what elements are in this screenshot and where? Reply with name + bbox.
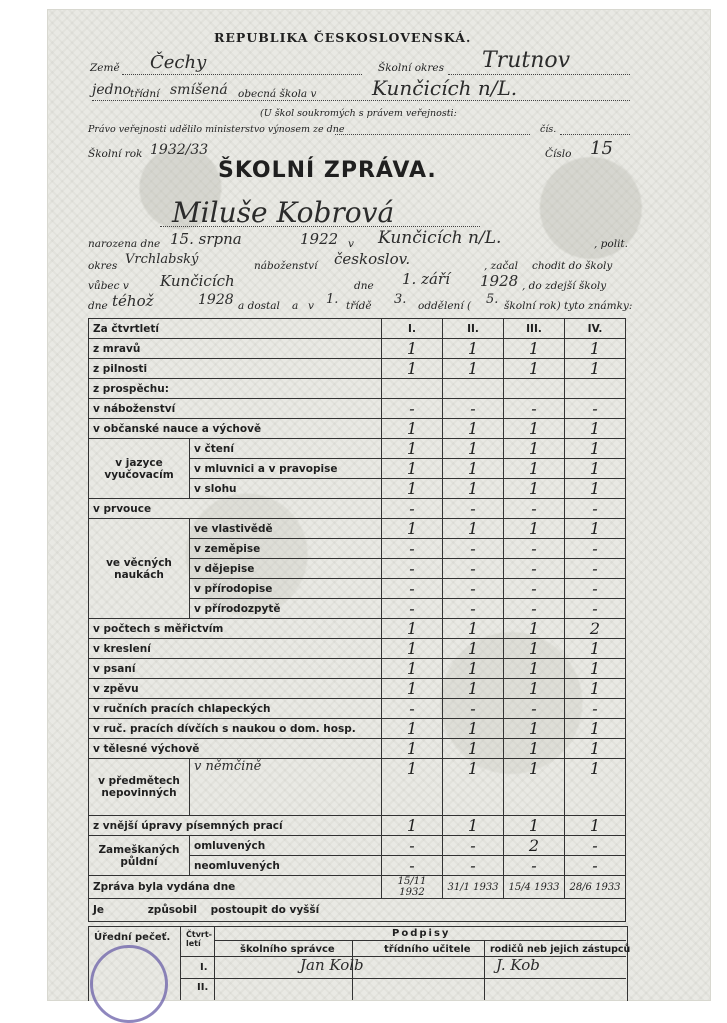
absence-value: 2 — [504, 836, 565, 856]
grade: - — [565, 559, 626, 579]
promotion-mid: způsobil — [147, 904, 197, 916]
grade: 1 — [565, 679, 626, 699]
okres-line — [448, 74, 630, 75]
grade: - — [504, 499, 565, 519]
okres-value: Trutnov — [482, 48, 571, 73]
group-label: ve věcných naukách — [89, 519, 190, 619]
grade: - — [504, 599, 565, 619]
grade: 1 — [565, 719, 626, 739]
zeme-value: Čechy — [150, 52, 207, 73]
table-row — [89, 679, 626, 699]
grade: - — [443, 399, 504, 419]
table-row — [89, 739, 626, 759]
divider — [484, 940, 485, 1000]
group-label: v jazyce vyučovacím — [89, 439, 190, 499]
grade: 1 — [504, 659, 565, 679]
row-label: v tělesné výchově — [89, 739, 382, 759]
head-teacher-label: školního správce — [240, 944, 335, 955]
grade: - — [382, 599, 443, 619]
issued-label: Zpráva byla vydána dne — [89, 876, 382, 899]
table-row — [89, 359, 626, 379]
grade: - — [382, 499, 443, 519]
grade: 1 — [504, 816, 565, 836]
absence-value: - — [565, 836, 626, 856]
grade: 1 — [382, 459, 443, 479]
grade: 1 — [565, 816, 626, 836]
cis-dotline — [560, 134, 630, 135]
row-label: v čtení — [190, 439, 382, 459]
grade: 1 — [443, 459, 504, 479]
grade: 1 — [382, 679, 443, 699]
table-row — [89, 899, 626, 922]
grade — [565, 379, 626, 399]
born-in: v — [348, 238, 354, 250]
grade: 1 — [443, 659, 504, 679]
grade: 1 — [504, 639, 565, 659]
podpisy-label: Podpisy — [392, 928, 451, 939]
grade: 1 — [443, 339, 504, 359]
head-signature: Jan Kolb — [300, 956, 364, 974]
divider — [180, 956, 626, 957]
began-suffix: chodit do školy — [532, 260, 613, 272]
religion-value: českoslov. — [334, 250, 411, 268]
grade: 1 — [382, 339, 443, 359]
private-note: (U škol soukromých s právem veřejnosti: — [260, 108, 457, 119]
vubec-year: 1928 — [480, 272, 519, 290]
vubec-place: Kunčicích — [160, 272, 235, 290]
absence-value: - — [565, 856, 626, 876]
grade: - — [382, 579, 443, 599]
table-header-row — [89, 319, 626, 339]
grade: 1 — [565, 339, 626, 359]
quarter-label: Čtvrt-letí — [186, 930, 212, 948]
grade: - — [443, 599, 504, 619]
row-label: v přírodopise — [190, 579, 382, 599]
grade: - — [504, 579, 565, 599]
skolni-rok-value: 5. — [486, 292, 499, 307]
grade — [443, 379, 504, 399]
oddeleni-label: oddělení ( — [418, 300, 472, 312]
began-label: , začal — [484, 260, 518, 272]
row-label: z vnější úpravy písemných prací — [89, 816, 382, 836]
polit-label: , polit. — [594, 238, 628, 250]
grade: - — [443, 699, 504, 719]
dostal-label: a dostal — [238, 300, 280, 312]
zdejsi-label: , do zdejší školy — [522, 280, 607, 292]
grade: 1 — [504, 739, 565, 759]
divider — [214, 940, 626, 941]
grade: 1 — [504, 759, 565, 816]
rights-dotline — [335, 134, 530, 135]
grade: 1 — [565, 759, 626, 816]
zeme-line — [122, 74, 362, 75]
issued-date: 31/1 1933 — [443, 876, 504, 899]
grade: - — [382, 399, 443, 419]
class-teacher-label: třídního učitele — [384, 944, 471, 955]
born-year: 1922 — [300, 230, 339, 248]
grade: 1 — [443, 619, 504, 639]
row-label: v mluvnici a v pravopise — [190, 459, 382, 479]
skolni-rok-label: školní rok) tyto známky: — [504, 300, 633, 312]
quarter-1: I. — [382, 319, 443, 339]
grade: 1 — [504, 619, 565, 639]
grade: - — [565, 499, 626, 519]
table-row — [89, 759, 626, 816]
grade: 1 — [565, 639, 626, 659]
quarter-3: III. — [504, 319, 565, 339]
vubec-dne: dne — [354, 280, 374, 292]
row-label: v prvouce — [89, 499, 382, 519]
issued-date: 15/11 1932 — [382, 876, 443, 899]
grade: - — [565, 539, 626, 559]
grade: - — [443, 559, 504, 579]
issued-date: 15/4 1933 — [504, 876, 565, 899]
row-label: v psaní — [89, 659, 382, 679]
grade: 1 — [443, 639, 504, 659]
row-label: v počtech s měřictvím — [89, 619, 382, 639]
grade: 1 — [382, 359, 443, 379]
grade: 1 — [443, 816, 504, 836]
grade: 1 — [504, 679, 565, 699]
row-label: v náboženství — [89, 399, 382, 419]
grade: 1 — [443, 419, 504, 439]
born-label: narozena dne — [88, 238, 161, 250]
table-row — [89, 876, 626, 899]
absence-value: - — [443, 856, 504, 876]
born-date: 15. srpna — [170, 230, 242, 248]
grade: 1 — [382, 759, 443, 816]
table-row — [89, 339, 626, 359]
row-label: z mravů — [89, 339, 382, 359]
grade: 2 — [565, 619, 626, 639]
report-title: ŠKOLNÍ ZPRÁVA. — [218, 158, 437, 183]
grade: 1 — [382, 619, 443, 639]
absence-value: - — [443, 836, 504, 856]
absence-excused-label: omluvených — [190, 836, 382, 856]
student-name: Miluše Kobrová — [172, 196, 395, 229]
grade: 1 — [504, 719, 565, 739]
row-label: v kreslení — [89, 639, 382, 659]
grade: - — [565, 699, 626, 719]
absence-unexcused-label: neomluvených — [190, 856, 382, 876]
table-row — [89, 519, 626, 539]
promotion-suffix: postoupit do vyšší — [210, 904, 320, 916]
grade: 1 — [565, 519, 626, 539]
optional-subject: v němčině — [190, 759, 382, 816]
grade: 1 — [565, 419, 626, 439]
grade: 1 — [382, 659, 443, 679]
table-row — [89, 399, 626, 419]
cis-label: čís. — [540, 124, 557, 135]
absence-value: - — [382, 856, 443, 876]
rok-label: Školní rok — [88, 148, 143, 160]
grade: 1 — [504, 459, 565, 479]
table-row — [89, 499, 626, 519]
grade: 1 — [504, 519, 565, 539]
trida-label: třídě — [346, 300, 372, 312]
grade: 1 — [443, 679, 504, 699]
grade: 1 — [504, 339, 565, 359]
grades-table — [88, 318, 626, 922]
absence-value: - — [382, 836, 443, 856]
grade: 1 — [443, 439, 504, 459]
grade: - — [443, 499, 504, 519]
table-row — [89, 719, 626, 739]
grade: 1 — [382, 639, 443, 659]
school-mixed: smíšená — [170, 82, 228, 98]
absence-label: Zameškaných půldní — [89, 836, 190, 876]
born-place: Kunčicích n/L. — [378, 228, 502, 248]
row-label: z prospěchu: — [89, 379, 382, 399]
zdejsi-date: téhož — [112, 292, 154, 310]
zdejsi-year: 1928 — [198, 292, 234, 308]
row-label: z pilnosti — [89, 359, 382, 379]
name-line — [160, 226, 480, 227]
grade: 1 — [443, 479, 504, 499]
school-mid1: třídní — [130, 88, 160, 100]
grade: - — [443, 539, 504, 559]
rok-value: 1932/33 — [150, 142, 209, 158]
grade: - — [382, 539, 443, 559]
grade: 1 — [382, 816, 443, 836]
grade: 1 — [565, 439, 626, 459]
grade — [382, 379, 443, 399]
grade: 1 — [504, 439, 565, 459]
table-row — [89, 816, 626, 836]
grade: 1 — [565, 659, 626, 679]
grade: - — [504, 559, 565, 579]
quarter-2: II. — [443, 319, 504, 339]
table-row — [89, 836, 626, 856]
row-label: v přírodozpytě — [190, 599, 382, 619]
dostal-suffix: a — [292, 300, 299, 312]
absence-value: - — [504, 856, 565, 876]
okres-label: Školní okres — [378, 62, 444, 74]
grade: 1 — [382, 739, 443, 759]
grade — [504, 379, 565, 399]
grade: 1 — [382, 719, 443, 739]
grade: - — [565, 579, 626, 599]
school-prefix: jedno — [92, 82, 132, 98]
grade: - — [565, 399, 626, 419]
row-label: v občanské nauce a výchově — [89, 419, 382, 439]
col-header: Za čtvrtletí — [89, 319, 382, 339]
table-row — [89, 659, 626, 679]
parent-signature: J. Kob — [496, 956, 540, 974]
table-row — [89, 419, 626, 439]
v-label: v — [308, 300, 314, 312]
vubec-date: 1. září — [402, 270, 450, 288]
row-label: ve vlastivědě — [190, 519, 382, 539]
official-stamp — [90, 945, 168, 1023]
okres2-value: Vrchlabský — [125, 252, 199, 267]
grade: 1 — [443, 519, 504, 539]
grade: 1 — [443, 759, 504, 816]
row-label: v slohu — [190, 479, 382, 499]
parents-label: rodičů neb jejich zástupců — [490, 944, 631, 955]
promotion-row — [89, 899, 626, 922]
grade: 1 — [382, 519, 443, 539]
row-label: v ručních pracích chlapeckých — [89, 699, 382, 719]
grade: - — [504, 399, 565, 419]
row-label: v zpěvu — [89, 679, 382, 699]
table-row — [89, 379, 626, 399]
q2-label: II. — [197, 982, 209, 993]
quarter-4: IV. — [565, 319, 626, 339]
grade: 1 — [504, 359, 565, 379]
official-stamp-label: Úřední pečeť. — [94, 932, 171, 943]
grade: - — [382, 699, 443, 719]
optional-label: v předmětech nepovinných — [89, 759, 190, 816]
table-row — [89, 619, 626, 639]
table-row — [89, 699, 626, 719]
grade: 1 — [565, 359, 626, 379]
grade: - — [565, 599, 626, 619]
oddeleni-value: 3. — [394, 292, 407, 307]
grade: 1 — [565, 459, 626, 479]
grade: 1 — [504, 479, 565, 499]
q1-label: I. — [200, 962, 208, 973]
grade: - — [504, 699, 565, 719]
religion-label: náboženství — [254, 260, 318, 272]
grade: 1 — [443, 739, 504, 759]
grade: 1 — [565, 739, 626, 759]
grade: 1 — [382, 479, 443, 499]
grade: 1 — [382, 439, 443, 459]
trida-value: 1. — [326, 292, 339, 307]
school-line — [92, 100, 630, 101]
grade: - — [443, 579, 504, 599]
grade: 1 — [382, 419, 443, 439]
divider — [214, 926, 215, 1000]
dne2-label: dne — [88, 300, 108, 312]
school-place: Kunčicích n/L. — [372, 76, 518, 100]
row-label: v dějepise — [190, 559, 382, 579]
table-row — [89, 639, 626, 659]
issued-date: 28/6 1933 — [565, 876, 626, 899]
grade: 1 — [443, 359, 504, 379]
okres2-label: okres — [88, 260, 118, 272]
cislo-label: Číslo — [545, 148, 572, 160]
vubec-label: vůbec v — [88, 280, 129, 292]
table-row — [89, 439, 626, 459]
cislo-value: 15 — [590, 138, 613, 159]
grade: - — [504, 539, 565, 559]
zeme-label: Země — [90, 62, 120, 74]
rights-line: Právo veřejnosti udělilo ministerstvo výnosem ze dne — [88, 124, 345, 135]
divider — [180, 978, 626, 979]
school-mid2: obecná škola v — [238, 88, 317, 100]
grade: 1 — [565, 479, 626, 499]
grade: 1 — [504, 419, 565, 439]
row-label: v ruč. pracích dívčích s naukou o dom. hosp. — [89, 719, 382, 739]
promotion-prefix: Je — [93, 904, 105, 916]
row-label: v zeměpise — [190, 539, 382, 559]
republic-heading: REPUBLIKA ČESKOSLOVENSKÁ. — [214, 30, 472, 45]
grade: - — [382, 559, 443, 579]
divider — [180, 926, 181, 1000]
grade: 1 — [443, 719, 504, 739]
